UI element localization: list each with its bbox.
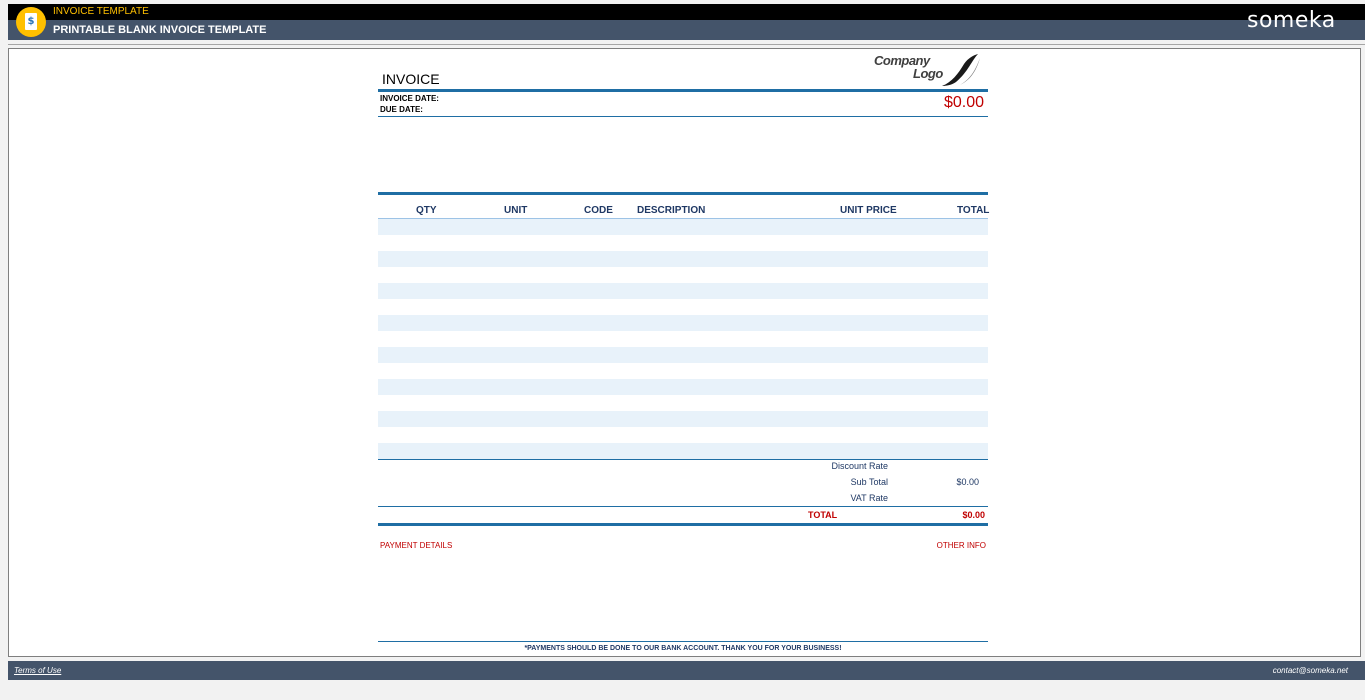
company-logo[interactable]: [868, 52, 983, 88]
table-row[interactable]: [378, 219, 988, 235]
table-row[interactable]: [378, 379, 988, 395]
col-total: TOTAL: [957, 205, 990, 216]
col-code: CODE: [584, 205, 613, 216]
vat-rate-label: VAT Rate: [850, 493, 888, 503]
invoice-dollar-icon: [16, 7, 46, 37]
total-label: TOTAL: [808, 510, 838, 520]
header-divider: [8, 44, 1365, 45]
summary-rule: [378, 506, 988, 507]
col-description: DESCRIPTION: [637, 205, 706, 216]
header-title: PRINTABLE BLANK INVOICE TEMPLATE: [53, 24, 267, 36]
table-row[interactable]: [378, 315, 988, 331]
discount-rate-label: Discount Rate: [831, 461, 888, 471]
header-kicker: INVOICE TEMPLATE: [53, 6, 149, 17]
col-qty: QTY: [416, 205, 437, 216]
table-top-rule: [378, 192, 988, 195]
total-rule: [378, 523, 988, 526]
dollar-glyph: $: [27, 16, 35, 27]
brand-logo[interactable]: someka: [1247, 8, 1336, 33]
col-unit-price: UNIT PRICE: [840, 205, 897, 216]
invoice-title: INVOICE: [382, 71, 440, 87]
contact-email: contact@someka.net: [1272, 666, 1348, 675]
invoice-date-label: INVOICE DATE:: [380, 94, 439, 103]
table-row[interactable]: [378, 283, 988, 299]
header-top-bar: [8, 4, 1365, 20]
header-rule: [378, 89, 988, 92]
total-value: $0.00: [962, 510, 985, 520]
dates-rule: [378, 116, 988, 117]
footer-rule: [378, 641, 988, 642]
subtotal-value: $0.00: [956, 477, 979, 487]
col-unit: UNIT: [504, 205, 528, 216]
amount-due: $0.00: [943, 94, 984, 111]
table-row[interactable]: [378, 251, 988, 267]
logo-line-2: Logo: [913, 66, 943, 81]
logo-swoosh-icon: [938, 52, 982, 88]
table-bottom-rule: [378, 459, 988, 460]
bottom-bar: [8, 661, 1365, 680]
other-info-label: OTHER INFO: [936, 541, 986, 550]
payment-details-label: PAYMENT DETAILS: [380, 541, 453, 550]
payment-note: *PAYMENTS SHOULD BE DONE TO OUR BANK ACCOUNT. THANK YOU FOR YOUR BUSINESS!: [524, 645, 842, 652]
subtotal-label: Sub Total: [850, 477, 888, 487]
logo-line-1: Company: [874, 53, 930, 68]
table-row[interactable]: [378, 347, 988, 363]
table-row[interactable]: [378, 443, 988, 459]
terms-of-use-link[interactable]: Terms of Use: [14, 666, 62, 675]
table-row[interactable]: [378, 411, 988, 427]
due-date-label: DUE DATE:: [380, 105, 423, 114]
document-shape: [25, 13, 37, 30]
